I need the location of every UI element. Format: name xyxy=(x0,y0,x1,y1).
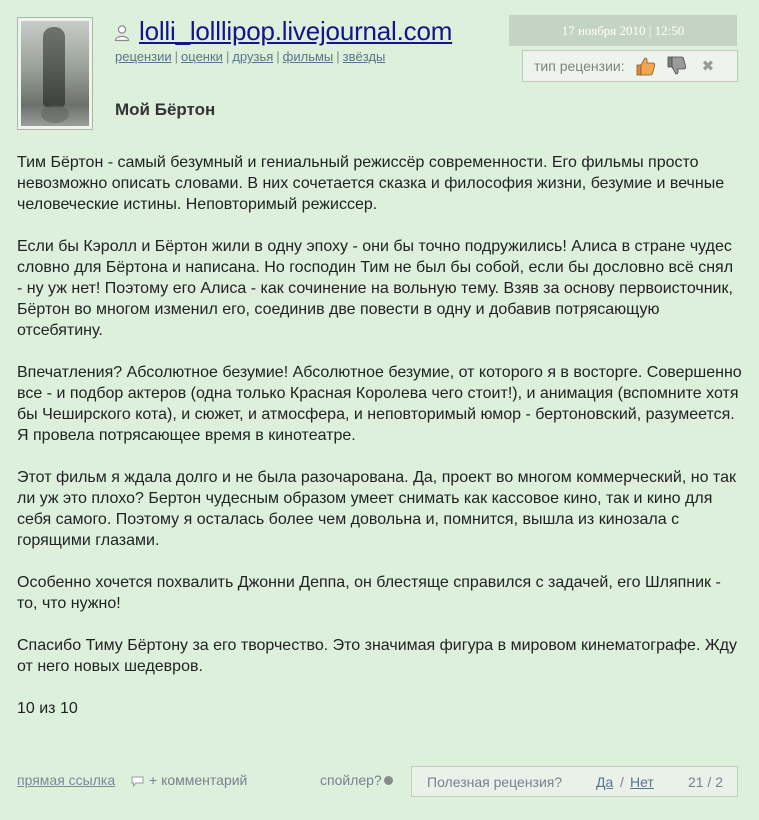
helpful-yes-link[interactable]: Да xyxy=(596,774,614,790)
nav-films[interactable]: фильмы xyxy=(282,49,334,64)
review-body xyxy=(17,152,742,740)
nav-reviews[interactable]: рецензии xyxy=(115,49,172,64)
review-rating: 10 из 10 xyxy=(17,700,78,717)
comment-icon xyxy=(131,776,144,787)
avatar[interactable] xyxy=(17,17,93,130)
spoiler-dot-icon xyxy=(384,776,393,785)
permalink[interactable]: прямая ссылка xyxy=(17,772,116,788)
user-icon xyxy=(113,24,131,42)
review-paragraph: Если бы Кэролл и Бёртон жили в одну эпоху - они бы точно подружились! Алиса в стране чудес словно для Бёртона и написана. Но господин Тим не был бы собой, если бы дословно всё снял - ну уж нет! Поэтому его Алиса - как сочинение на вольную тему. Взяв за основу первоисточник, Бёртон во многом изменил его, соединив две повести в одну и добавив потрясающую отсебятину. xyxy=(17,238,734,339)
review-paragraph: Особенно хочется похвалить Джонни Деппа, он блестяще справился с задачей, его Шляпник - то, что нужно! xyxy=(17,574,721,612)
neutral-x-icon[interactable]: ✖ xyxy=(701,58,715,75)
thumbs-down-icon[interactable] xyxy=(665,55,687,77)
username-link[interactable]: lolli_lolllipop.livejournal.com xyxy=(139,16,453,46)
helpful-box xyxy=(411,766,738,797)
user-nav: рецензии | оценки | друзья | фильмы | звёзды xyxy=(115,49,386,64)
avatar-image xyxy=(21,21,89,126)
helpful-separator: / xyxy=(620,774,624,790)
review-paragraph: Спасибо Тиму Бёртону за его творчество. Это значимая фигура в мировом кинематографе. Жду от него новых шедевров. xyxy=(17,637,737,675)
nav-friends[interactable]: друзья xyxy=(232,49,274,64)
helpful-score: 21 / 2 xyxy=(687,774,723,790)
helpful-no-link[interactable]: Нет xyxy=(630,774,654,790)
review-paragraph: Этот фильм я ждала долго и не была разочарована. Да, проект во многом коммерческий, но так ли уж это плохо? Бертон чудесным образом умеет снимать как кассовое кино, так и кино для себя самого. Поэтому я осталась более чем довольна и, помнится, вышла из кинозала с горящими глазами. xyxy=(17,469,736,549)
review-title: Мой Бёртон xyxy=(115,100,216,119)
review-paragraph: Тим Бёртон - самый безумный и гениальный режиссёр современности. Его фильмы просто невозможно описать словами. В них сочетается сказка и философия жизни, безумие и вечные человеческие истины. Неповторимый режиссер. xyxy=(17,154,725,213)
spoiler-label: спойлер? xyxy=(320,772,382,788)
add-comment-link[interactable]: + комментарий xyxy=(149,772,248,788)
review-paragraph: Впечатления? Абсолютное безумие! Абсолютное безумие, от которого я в восторге. Совершенно все - и подбор актеров (одна только Красная Королева чего стоит!), и анимация (вспомните хотя бы Чеширского кота), и сюжет, и атмосфера, и неповторимый юмор - бертоновский, разумеется. Я провела потрясающее время в кинотеатре. xyxy=(17,364,742,444)
thumbs-up-icon[interactable] xyxy=(634,55,656,77)
spoiler-toggle[interactable] xyxy=(320,772,393,788)
helpful-question: Полезная рецензия? xyxy=(427,774,563,790)
nav-ratings[interactable]: оценки xyxy=(181,49,223,64)
nav-stars[interactable]: звёзды xyxy=(342,49,386,64)
review-type-box xyxy=(522,50,738,82)
review-date: 17 ноября 2010 | 12:50 xyxy=(509,15,737,46)
review-type-label: тип рецензии: xyxy=(534,58,625,74)
